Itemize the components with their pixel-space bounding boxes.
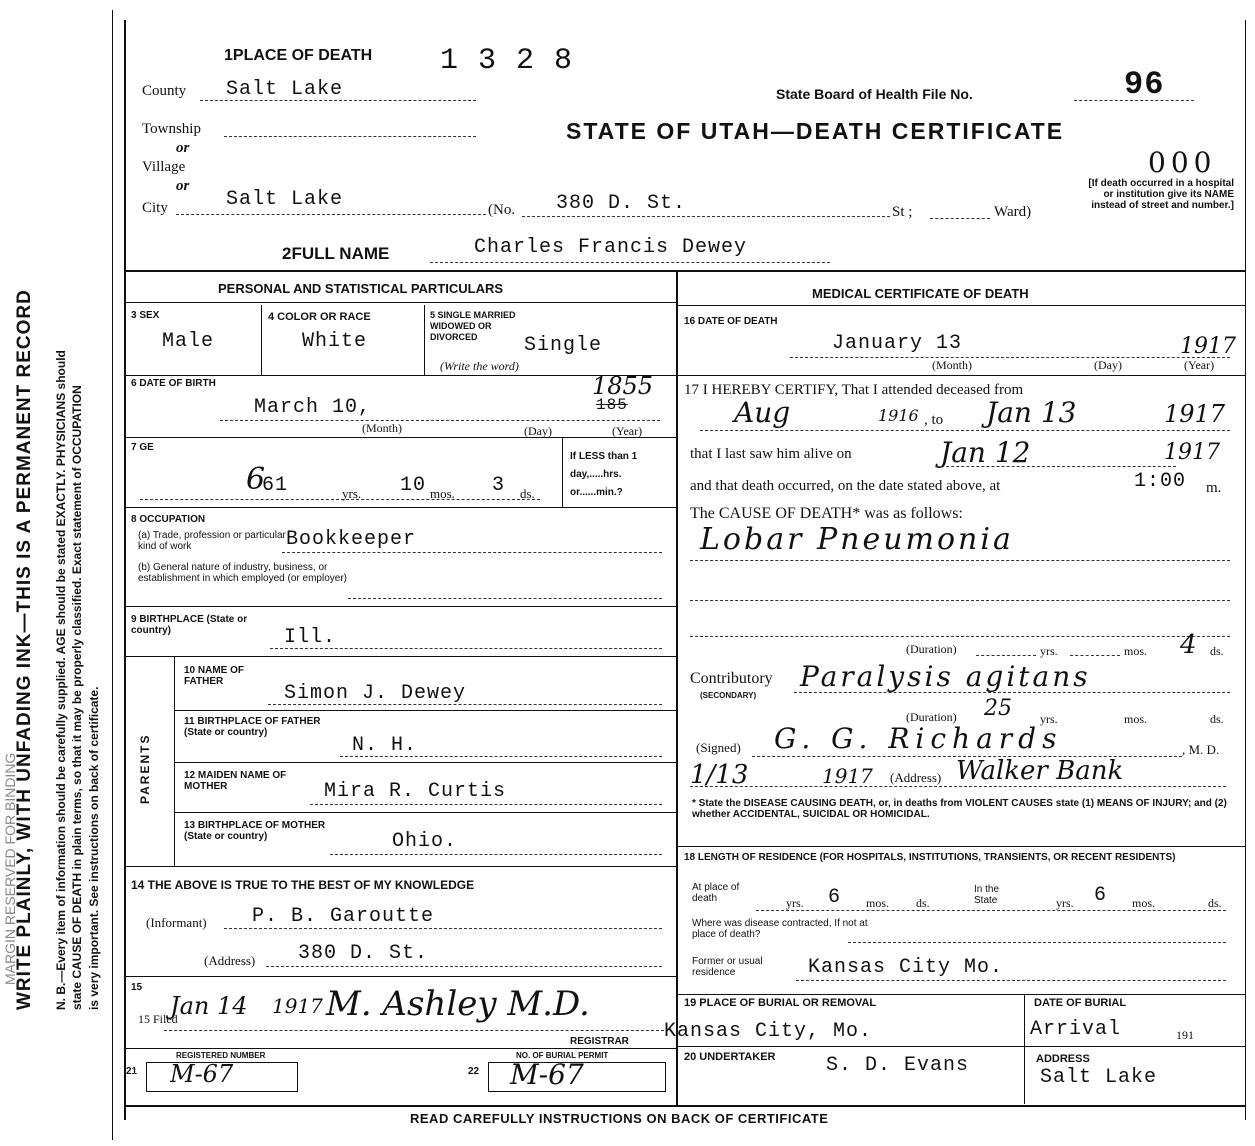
dod-year: 1917	[1180, 334, 1236, 359]
birthplace-line	[270, 648, 662, 649]
burial-year: 191	[1176, 1028, 1194, 1042]
former-residence-value: Kansas City Mo.	[808, 956, 1004, 979]
rule-after-occupation	[124, 606, 676, 607]
township-label: Township	[142, 121, 201, 137]
cause-duration-mos-line	[1070, 655, 1120, 656]
county-label: County	[142, 83, 187, 99]
ward-label: Ward)	[994, 204, 1032, 220]
age-label: 7 GE	[131, 442, 154, 453]
reg-no-value: M-67	[170, 1060, 234, 1088]
rule-less-than	[562, 437, 563, 507]
undertaker-value: S. D. Evans	[826, 1054, 970, 1077]
filed-year: 1917	[272, 994, 323, 1018]
residence-label: 18 LENGTH OF RESIDENCE (FOR HOSPITALS, INSTITUTIONS, TRANSIENTS, OR RECENT RESIDENTS)	[684, 852, 1176, 863]
rule-after-dob	[124, 437, 676, 438]
attended-from: Aug	[734, 396, 791, 429]
burial-permit-value: M-67	[510, 1058, 584, 1091]
in-state-yrs: yrs.	[1056, 896, 1074, 910]
header-rule	[124, 270, 1245, 272]
at-place-label: At place of death	[692, 882, 740, 904]
death-time-m: m.	[1206, 480, 1222, 496]
hospital-note: [If death occurred in a hospital or institution give its NAME instead of street and number.]	[1088, 178, 1234, 211]
footer-instructions: READ CAREFULLY INSTRUCTIONS ON BACK OF CERTIFICATE	[410, 1111, 829, 1126]
rule-after-residence	[676, 994, 1245, 995]
age-days: 3	[492, 474, 506, 497]
cause-duration-yrs: yrs.	[1040, 644, 1058, 658]
physician-address-label: (Address)	[890, 770, 942, 785]
sex-value: Male	[162, 330, 215, 353]
contributory-mos: mos.	[1124, 712, 1148, 726]
last-saw-line	[936, 466, 1176, 467]
medical-section-title: MEDICAL CERTIFICATE OF DEATH	[812, 286, 1029, 301]
marital-label: 5 SINGLE MARRIED WIDOWED OR DIVORCED	[430, 310, 516, 342]
color-label: 4 COLOR OR RACE	[268, 311, 371, 323]
sex-label: 3 SEX	[131, 310, 160, 321]
burial-permit-number: 22	[468, 1066, 480, 1077]
dob-day-label: (Day)	[524, 424, 552, 438]
burial-place-value: Kansas City, Mo.	[664, 1020, 873, 1043]
undertaker-label: 20 UNDERTAKER	[684, 1051, 776, 1063]
dod-month-label: (Month)	[932, 358, 972, 372]
dob-year-struck: 185	[596, 396, 628, 414]
at-place-mos: mos.	[866, 896, 890, 910]
contributory-duration-label: (Duration)	[906, 710, 957, 724]
death-time-value: 1:00	[1134, 470, 1187, 493]
margin-rule	[112, 10, 113, 1140]
informant-address-label: (Address)	[204, 953, 256, 968]
dod-day-label: (Day)	[1094, 358, 1122, 372]
burial-date-label: DATE OF BURIAL	[1034, 997, 1127, 1009]
burial-place-label: 19 PLACE OF BURIAL OR REMOVAL	[684, 997, 877, 1009]
mother-label: 12 MAIDEN NAME OF MOTHER	[184, 770, 287, 792]
signed-year: 1917	[822, 764, 873, 788]
birthplace-value: Ill.	[284, 626, 337, 649]
registrar-label: REGISTRAR	[570, 1036, 629, 1047]
contracted-label: Where was disease contracted, If not at place of death?	[692, 918, 868, 940]
former-residence-label: Former or usual residence	[692, 956, 763, 978]
mother-value: Mira R. Curtis	[324, 780, 507, 803]
filed-date: Jan 14	[170, 992, 248, 1020]
cause-footnote: * State the DISEASE CAUSING DEATH, or, in deaths from VIOLENT CAUSES state (1) MEANS OF INJURY; and (2) whether ACCIDENTAL, SUICIDAL OR HOMICIDAL.	[692, 798, 1227, 820]
father-birthplace-label: 11 BIRTHPLACE OF FATHER (State or country)	[184, 716, 321, 738]
dod-label: 16 DATE OF DEATH	[684, 316, 778, 327]
village-label: Village	[142, 159, 186, 175]
mother-birthplace-value: Ohio.	[392, 830, 458, 853]
age-yrs-label: yrs.	[342, 486, 362, 501]
attended-to-label: , to	[924, 412, 944, 428]
contributory-yrs: yrs.	[1040, 712, 1058, 726]
rule-after-father-bp	[174, 762, 676, 763]
informant-value: P. B. Garoutte	[252, 905, 435, 928]
handwritten-code: 000	[1148, 146, 1217, 179]
township-line	[224, 136, 476, 137]
death-time-label: and that death occurred, on the date stated above, at	[690, 478, 1001, 494]
father-label: 10 NAME OF FATHER	[184, 665, 245, 687]
city-value: Salt Lake	[226, 188, 344, 211]
dob-label: 6 DATE OF BIRTH	[131, 378, 216, 389]
street-line	[522, 216, 890, 217]
in-state-ds: ds.	[1208, 896, 1222, 910]
dob-year-label: (Year)	[612, 424, 643, 438]
dod-value: January 13	[832, 332, 963, 355]
cause-line-1	[690, 560, 1230, 561]
st-label: St ;	[892, 204, 913, 220]
physician-address: Walker Bank	[956, 756, 1124, 786]
certify-label: 17 I HEREBY CERTIFY, That I attended deceased from	[684, 382, 1024, 398]
full-name-line	[430, 262, 830, 263]
occupation-line	[282, 552, 662, 553]
rule-sex-color	[261, 305, 262, 375]
rule-parents	[174, 656, 175, 866]
rule-burial-date	[1024, 994, 1025, 1104]
filed-label: 15 Filed	[138, 1012, 178, 1026]
last-saw-label: that I last saw him alive on	[690, 446, 852, 462]
at-place-mos-value: 6	[828, 886, 842, 909]
physician-signature: G. G. Richards	[774, 722, 1063, 755]
color-value: White	[302, 330, 368, 353]
frame-left	[124, 20, 126, 1120]
nb-line-2: state CAUSE OF DEATH in plain terms, so that it may be properly classified. Exact statement of OCCUPATION	[70, 385, 84, 1010]
frame-bottom	[124, 1105, 1245, 1107]
attended-line	[700, 430, 1230, 431]
contributory-duration: 25	[984, 696, 1012, 721]
undertaker-address-value: Salt Lake	[1040, 1066, 1158, 1089]
column-divider	[676, 270, 678, 1105]
rule-medical-title	[676, 305, 1245, 306]
street-value: 380 D. St.	[556, 192, 687, 215]
age-months: 10	[400, 474, 427, 497]
attended-from-year: 1916	[878, 406, 919, 425]
cause-line-3	[690, 636, 1230, 637]
occupation-value: Bookkeeper	[286, 528, 417, 551]
cause-duration-label: (Duration)	[906, 642, 957, 656]
dob-date: March 10,	[254, 396, 372, 419]
father-birthplace-line	[340, 756, 662, 757]
reg-no-label: REGISTERED NUMBER	[176, 1051, 266, 1060]
place-of-death-label: 1PLACE OF DEATH	[224, 47, 373, 64]
contributory-value: Paralysis agitans	[800, 660, 1091, 693]
rule-after-filed	[124, 1048, 676, 1049]
registrar-signature: M. Ashley M.D.	[326, 984, 590, 1024]
nb-line-1: N. B.—Every item of information should be carefully supplied. AGE should be stated EXACTLY. PHYSICIANS should	[54, 350, 68, 1010]
marital-note: (Write the word)	[440, 359, 519, 373]
true-statement-label: 14 THE ABOVE IS TRUE TO THE BEST OF MY KNOWLEDGE	[131, 878, 475, 892]
file-no-value: 96	[1124, 66, 1165, 103]
mother-birthplace-label: 13 BIRTHPLACE OF MOTHER (State or country)	[184, 820, 326, 842]
age-line	[140, 499, 540, 500]
rule-after-informant	[124, 976, 676, 977]
at-place-ds: ds.	[916, 896, 930, 910]
cause-line-2	[690, 600, 1230, 601]
city-line	[176, 214, 486, 215]
cause-duration-yrs-line	[976, 655, 1036, 656]
contributory-ds: ds.	[1210, 712, 1224, 726]
physician-address-line	[690, 786, 1226, 787]
county-line	[200, 100, 476, 101]
birthplace-label: 9 BIRTHPLACE (State or country)	[131, 614, 248, 636]
rule-after-birthplace	[124, 656, 676, 657]
contributory-line	[794, 692, 1230, 693]
rule-after-burial	[676, 1046, 1245, 1047]
rule-personal-title	[124, 302, 676, 303]
dob-year-handwritten: 1855	[592, 372, 654, 400]
at-place-yrs: yrs.	[786, 896, 804, 910]
dod-year-label: (Year)	[1184, 358, 1215, 372]
signed-date: 1/13	[690, 760, 749, 790]
less-than-label: If LESS than 1 day,.....hrs. or......min.?	[570, 451, 638, 498]
in-state-label: In the State	[974, 884, 1000, 906]
nb-line-3: is very important. See instructions on back of certificate.	[87, 686, 101, 1010]
informant-address-value: 380 D. St.	[298, 942, 429, 965]
or-2: or	[176, 178, 190, 194]
dob-line	[220, 420, 660, 421]
or-1: or	[176, 140, 190, 156]
informant-label: (Informant)	[146, 915, 207, 930]
residence-line	[756, 910, 1226, 911]
md-label: , M. D.	[1182, 742, 1220, 757]
cause-duration-mos-label: mos.	[1124, 644, 1148, 658]
contributory-label: Contributory	[690, 670, 773, 687]
file-no-line	[1074, 100, 1194, 101]
ward-line	[930, 218, 990, 219]
frame-right	[1245, 20, 1246, 1120]
attended-to: Jan 13	[986, 396, 1077, 429]
parents-label: PARENTS	[138, 733, 152, 804]
employer-line	[348, 598, 662, 599]
burial-date-value: Arrival	[1030, 1018, 1122, 1041]
cause-duration-ds: ds.	[1210, 644, 1224, 658]
informant-address-line	[266, 966, 662, 967]
rule-after-age	[124, 507, 676, 508]
father-line	[268, 704, 662, 705]
full-name-value: Charles Francis Dewey	[474, 236, 748, 259]
certificate-title: STATE OF UTAH—DEATH CERTIFICATE	[566, 118, 1065, 144]
signed-label: (Signed)	[696, 740, 741, 755]
permanent-record-note: WRITE PLAINLY, WITH UNFADING INK—THIS IS A PERMANENT RECORD	[14, 289, 35, 1010]
rule-after-dod	[676, 375, 1245, 376]
filed-number: 15	[131, 982, 143, 993]
mother-birthplace-line	[330, 854, 662, 855]
age-mos-label: mos.	[430, 486, 455, 501]
occupation-a-label: (a) Trade, profession or particular kind of work	[138, 530, 286, 552]
cause-value: Lobar Pneumonia	[700, 522, 1014, 557]
mother-line	[310, 804, 662, 805]
age-years: 61	[262, 474, 289, 497]
burial-permit-label: NO. OF BURIAL PERMIT	[516, 1051, 609, 1060]
former-residence-line	[796, 980, 1226, 981]
full-name-label: 2FULL NAME	[282, 244, 390, 263]
rule-after-signature	[676, 846, 1245, 847]
in-state-mos-value: 6	[1094, 884, 1108, 907]
informant-line	[224, 928, 662, 929]
age-years-prefix: 6	[246, 462, 266, 497]
rule-after-mother	[174, 812, 676, 813]
rule-after-parents	[124, 866, 676, 867]
father-birthplace-value: N. H.	[352, 734, 418, 757]
occupation-b-label: (b) General nature of industry, business, or establishment in which employed (or employer)	[138, 562, 347, 584]
county-value: Salt Lake	[226, 78, 344, 101]
last-saw-value: Jan 12	[940, 436, 1031, 469]
cause-duration-mos: 4	[1180, 630, 1197, 660]
rule-after-father	[174, 710, 676, 711]
marital-value: Single	[524, 334, 603, 357]
filed-line	[164, 1030, 664, 1031]
binding-margin-note: MARGIN RESERVED FOR BINDING	[2, 752, 18, 985]
undertaker-address-label: ADDRESS	[1036, 1053, 1090, 1065]
reg-no-number: 21	[126, 1066, 138, 1077]
last-saw-year: 1917	[1164, 440, 1220, 465]
cause-label: The CAUSE OF DEATH* was as follows:	[690, 505, 963, 522]
dob-month-label: (Month)	[362, 421, 402, 435]
secondary-label: (SECONDARY)	[700, 691, 757, 700]
age-ds-label: ds.	[520, 486, 535, 501]
personal-section-title: PERSONAL AND STATISTICAL PARTICULARS	[218, 281, 504, 296]
father-value: Simon J. Dewey	[284, 682, 467, 705]
rule-color-marital	[424, 305, 425, 375]
occupation-label: 8 OCCUPATION	[131, 514, 206, 525]
in-state-mos: mos.	[1132, 896, 1156, 910]
dod-line	[790, 357, 1230, 358]
certificate-stamp-number: 1 3 2 8	[440, 44, 574, 78]
street-no-label: (No.	[488, 202, 516, 218]
city-label: City	[142, 200, 168, 216]
attended-to-year: 1917	[1164, 400, 1226, 428]
contracted-line	[848, 942, 1226, 943]
file-no-label: State Board of Health File No.	[776, 86, 973, 102]
